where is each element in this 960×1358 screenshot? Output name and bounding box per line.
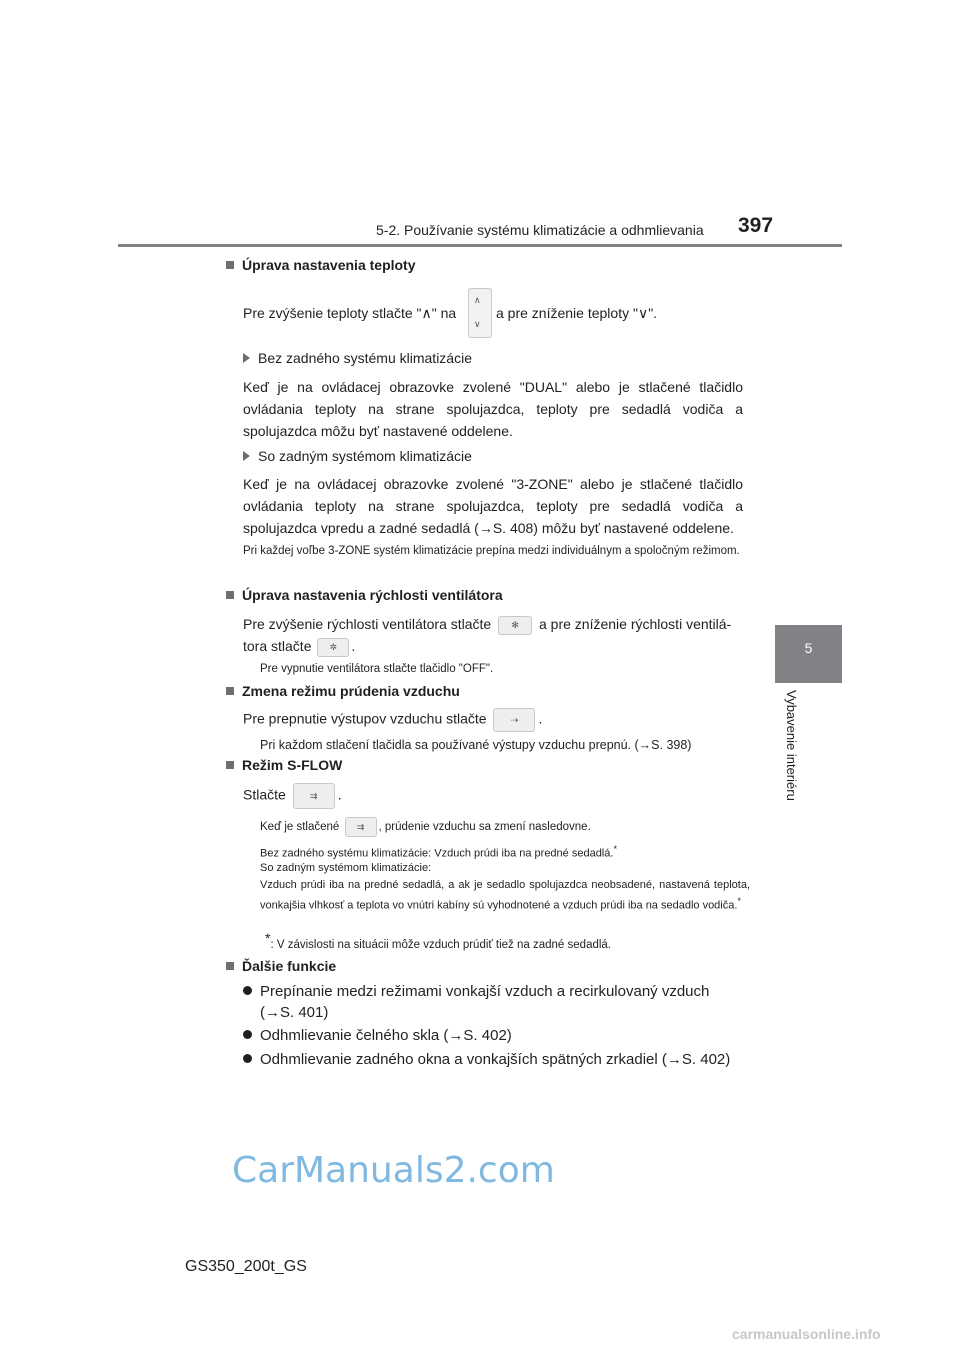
chapter-side-label: Vybavenie interiéru [784,690,799,801]
s-flow-icon: ⇉ [293,783,335,809]
chapter-tab: 5 [775,625,842,683]
dot-bullet-icon [243,986,252,995]
temperature-instruction-end: a pre zníženie teploty "∨". [496,305,658,321]
page-number: 397 [738,214,774,237]
bullet-rear-ac: So zadným systémom klimatizácie [243,446,472,466]
fan-instruction-2: tora stlačte ✲ . [243,636,355,657]
heading-temperature: Úprava nastavenia teploty [226,257,416,273]
paragraph-dual: Keď je na ovládacej obrazovke zvolené "DUAL" alebo je stlačené tlačidlo ovládania teploty na strane spolujazdca, teploty pre sedadlá vodiča a spolujazdca môžu byť nastavené oddelene. [243,379,743,439]
temp-up-down-icon: ∧ ∨ [468,288,492,338]
corner-watermark: carmanualsonline.info [732,1326,881,1342]
heading-airflow-mode: Zmena režimu prúdenia vzduchu [226,683,460,699]
list-item-windshield: Odhmlievanie čelného skla (→S. 402) [243,1026,512,1046]
fan-instruction: Pre zvýšenie rýchlosti ventilátora stlačte ✻ a pre zníženie rýchlosti ventilá- [243,614,731,635]
heading-s-flow: Režim S-FLOW [226,757,342,773]
fan-down-icon: ✲ [317,638,349,657]
heading-fan-speed: Úprava nastavenia rýchlosti ventilátora [226,587,503,603]
square-bullet-icon [226,761,234,769]
watermark: CarManuals2.com [232,1150,555,1191]
list-item-rear-window: Odhmlievanie zadného okna a vonkajších spätných zrkadiel (→S. 402) [243,1050,730,1070]
dot-bullet-icon [243,1054,252,1063]
note-fan-off: Pre vypnutie ventilátora stlačte tlačidlo "OFF". [260,663,494,675]
s-flow-note-2: So zadným systémom klimatizácie: [260,862,432,874]
paragraph-3zone: Keď je na ovládacej obrazovke zvolené "3-ZONE" alebo je stlačené tlačidlo ovládania teploty na strane spolujazdca, teploty pre sedadlá vodiča a spolujazdca vpredu a zadné sedadlá (→S. 408) môžu byť nastavené oddelene. [243,476,743,536]
s-flow-note-1: Bez zadného systému klimatizácie: Vzduch prúdi iba na predné sedadlá.* [260,844,618,860]
square-bullet-icon [226,687,234,695]
square-bullet-icon [226,591,234,599]
model-footer: GS350_200t_GS [185,1258,307,1275]
square-bullet-icon [226,962,234,970]
heading-other-functions: Ďalšie funkcie [226,958,336,974]
list-item-recirculation-ref: (→S. 401) [260,1004,329,1021]
note-airflow: Pri každom stlačení tlačidla sa používané výstupy vzduchu prepnú. (→S. 398) [260,738,692,752]
s-flow-icon: ⇉ [345,817,377,837]
airflow-mode-icon: ⇢ [493,708,535,732]
s-flow-note: Keď je stlačené ⇉ , prúdenie vzduchu sa zmení nasledovne. [260,817,591,837]
footnote: *: V závislosti na situácii môže vzduch prúdiť tiež na zadné sedadlá. [265,930,612,951]
fan-up-icon: ✻ [498,616,532,635]
triangle-bullet-icon [243,451,250,461]
list-item-recirculation: Prepínanie medzi režimami vonkajší vzduch a recirkulovaný vzduch [243,982,709,1002]
header-divider [118,244,842,247]
note-3zone: Pri každej voľbe 3-ZONE systém klimatizácie prepína medzi individuálnym a spoločným režimom. [243,545,740,557]
dot-bullet-icon [243,1030,252,1039]
airflow-instruction: Pre prepnutie výstupov vzduchu stlačte ⇢ . [243,708,542,732]
temperature-instruction: Pre zvýšenie teploty stlačte "∧" na [243,305,457,321]
triangle-bullet-icon [243,353,250,363]
bullet-no-rear-ac: Bez zadného systému klimatizácie [243,348,472,368]
section-title: 5-2. Používanie systému klimatizácie a odhmlievania [376,222,704,238]
s-flow-note-3: Vzduch prúdi iba na predné sedadlá, a ak je sedadlo spolujazdca neobsadené, nastavená teplota, vonkajšia vlhkosť a teplota vo vnútri kabíny sú vyhodnotené a vzduch prúdi iba na sedadlo vodiča.* [260,879,750,912]
s-flow-instruction: Stlačte ⇉ . [243,783,342,809]
square-bullet-icon [226,261,234,269]
